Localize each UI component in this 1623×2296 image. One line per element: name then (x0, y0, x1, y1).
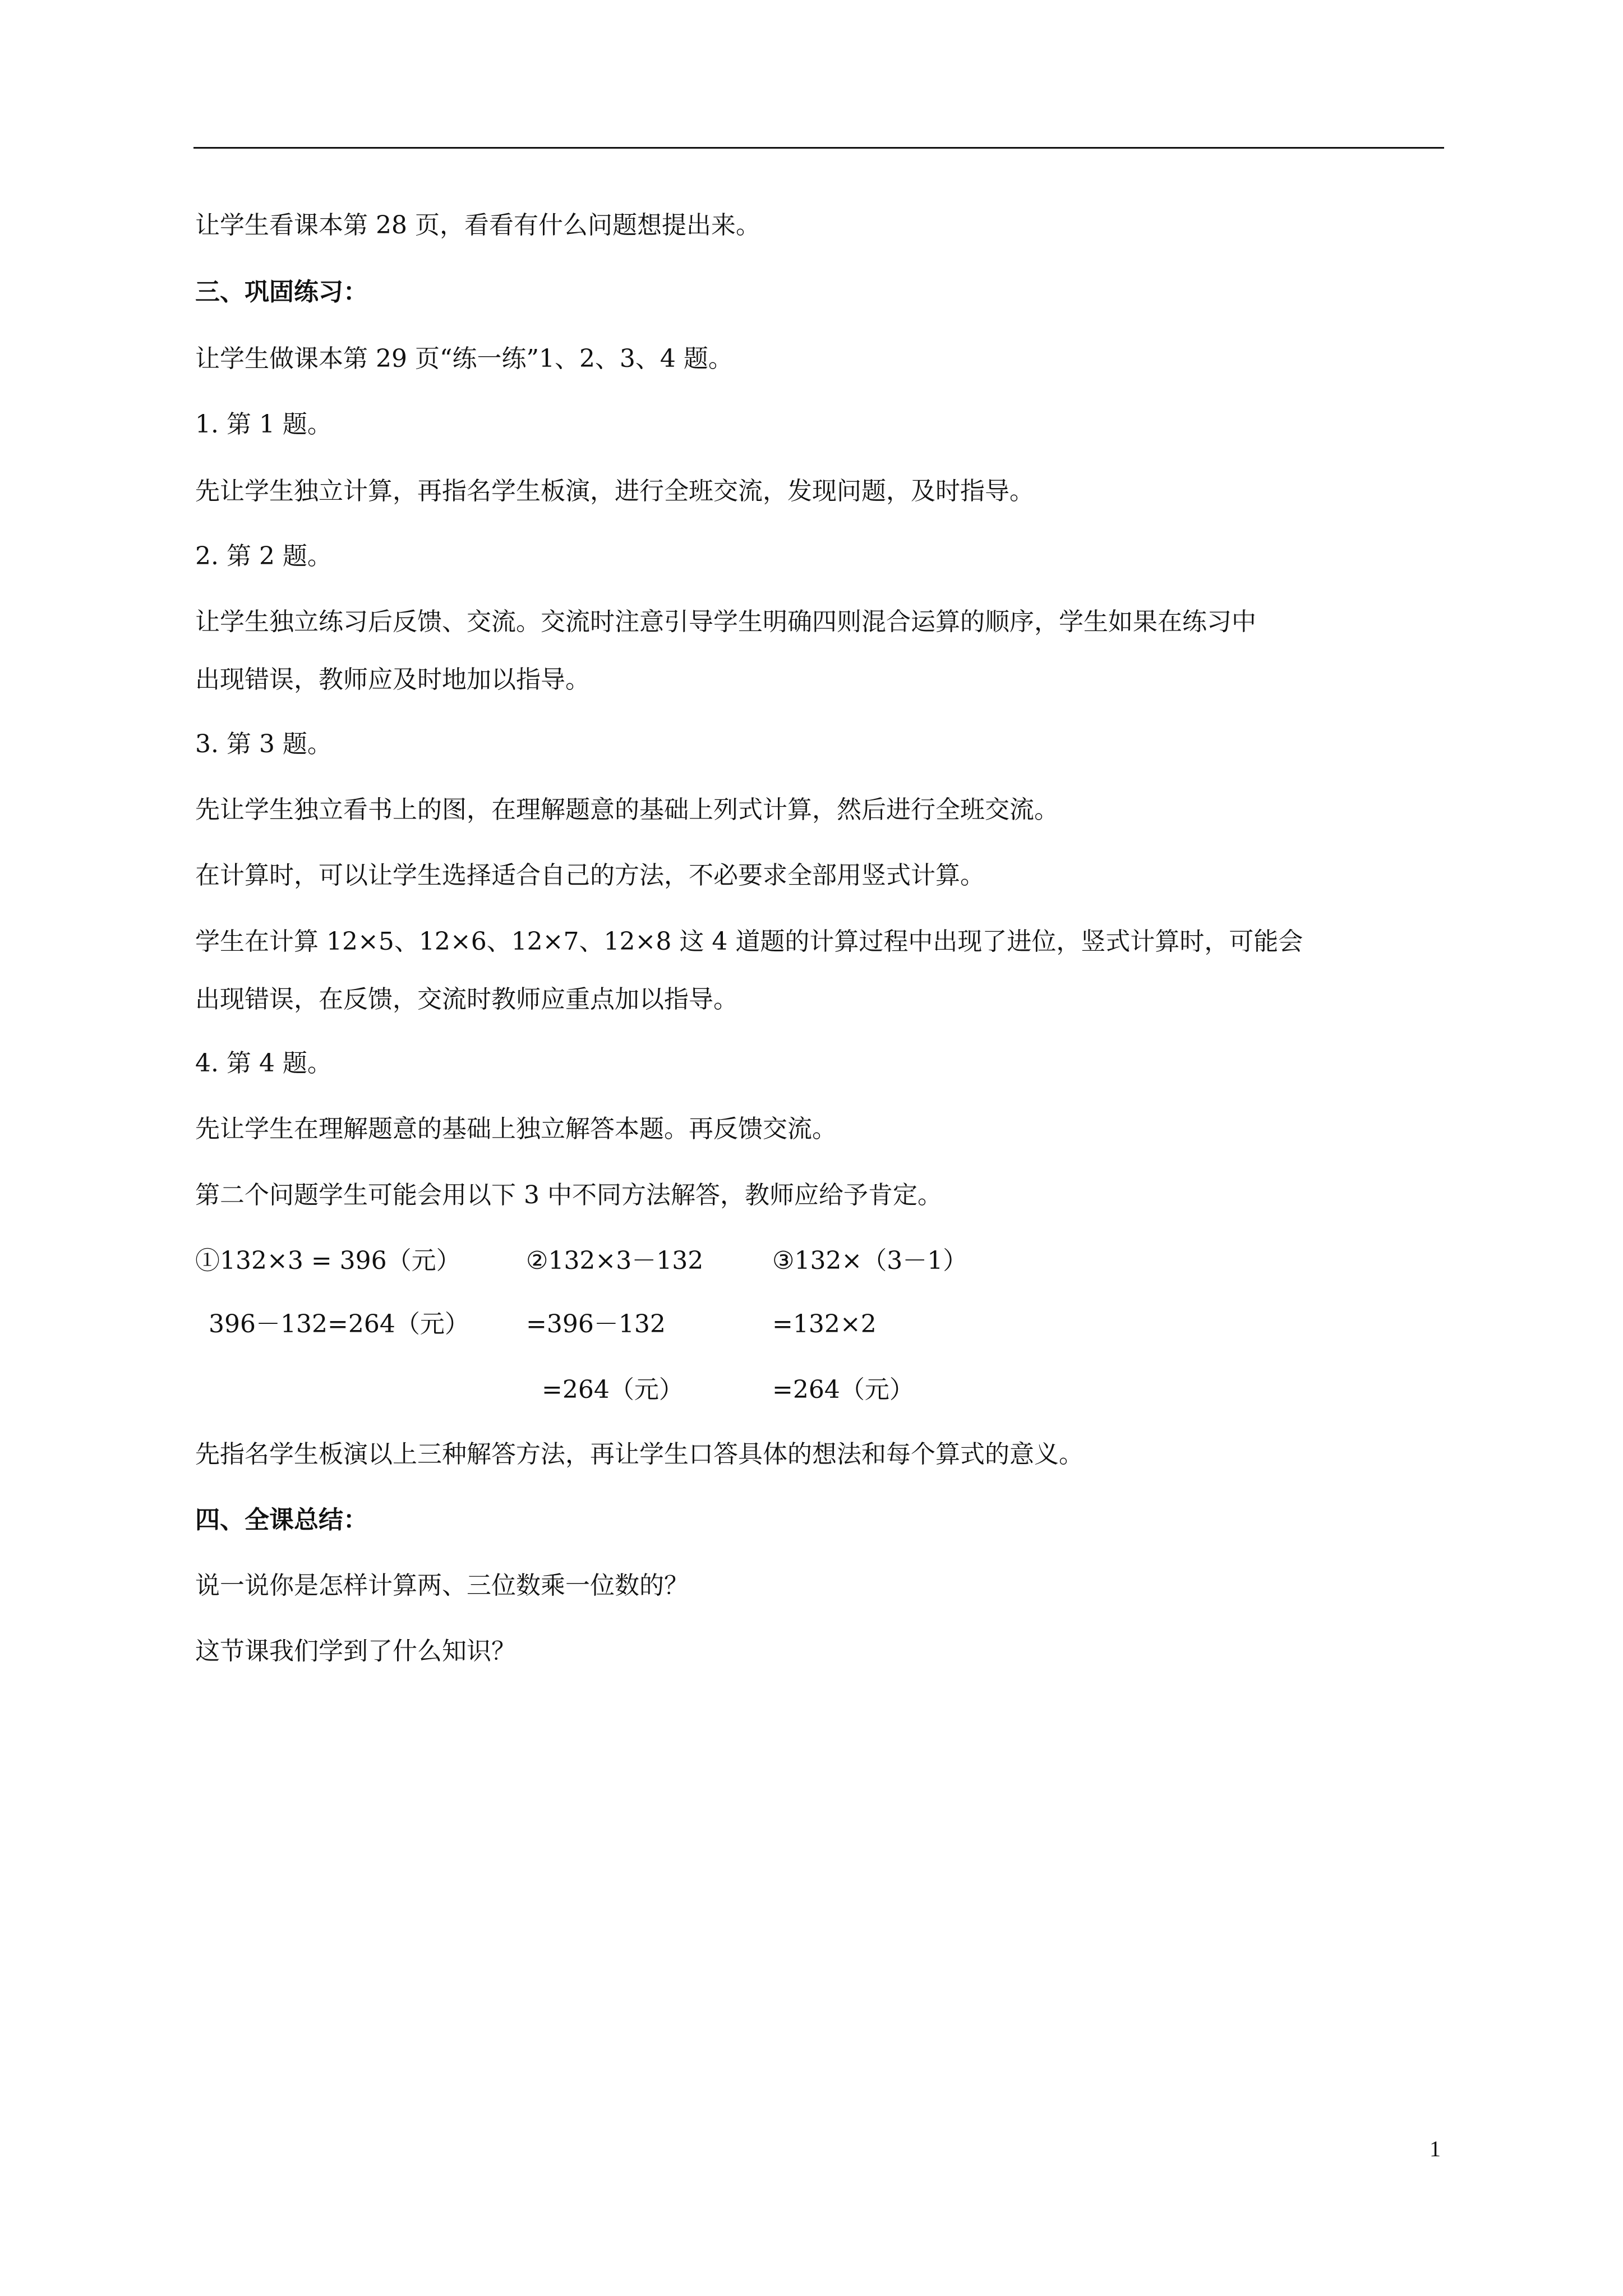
paragraph: 出现错误，教师应及时地加以指导。 (195, 665, 590, 694)
paragraph: 先让学生独立看书上的图，在理解题意的基础上列式计算，然后进行全班交流。 (195, 795, 1059, 824)
paragraph: 先让学生独立计算，再指名学生板演，进行全班交流，发现问题，及时指导。 (195, 477, 1034, 505)
exercise-label: 3. 第 3 题。 (195, 730, 332, 758)
exercise-label: 2. 第 2 题。 (195, 542, 332, 570)
method-1-line-2: 396－132=264（元） (209, 1310, 469, 1338)
method-3-line-2: =132×2 (772, 1310, 877, 1338)
method-3-line-1: ③132×（3－1） (772, 1246, 968, 1275)
paragraph: 让学生看课本第 28 页，看看有什么问题想提出来。 (195, 211, 760, 240)
paragraph: 先指名学生板演以上三种解答方法，再让学生口答具体的想法和每个算式的意义。 (195, 1440, 1083, 1469)
paragraph: 在计算时，可以让学生选择适合自己的方法，不必要求全部用竖式计算。 (195, 861, 985, 890)
method-2-line-1: ②132×3－132 (526, 1246, 704, 1275)
paragraph: 学生在计算 12×5、12×6、12×7、12×8 这 4 道题的计算过程中出现了进位，竖式计算时，可能会 (195, 927, 1303, 956)
paragraph: 让学生做课本第 29 页“练一练”1、2、3、4 题。 (195, 344, 733, 373)
paragraph: 让学生独立练习后反馈、交流。交流时注意引导学生明确四则混合运算的顺序，学生如果在练习中 (195, 608, 1256, 636)
exercise-label: 4. 第 4 题。 (195, 1049, 332, 1078)
page-number: 1 (1430, 2136, 1441, 2161)
paragraph: 这节课我们学到了什么知识？ (195, 1637, 516, 1665)
method-3-line-3: =264（元） (772, 1375, 914, 1404)
header-rule (193, 147, 1444, 149)
paragraph: 说一说你是怎样计算两、三位数乘一位数的？ (195, 1571, 689, 1600)
paragraph: 先让学生在理解题意的基础上独立解答本题。再反馈交流。 (195, 1115, 837, 1143)
method-2-line-3: =264（元） (542, 1375, 684, 1404)
method-1-line-1: ①132×3 = 396（元） (195, 1246, 461, 1275)
section-heading: 四、全课总结： (195, 1506, 368, 1534)
section-heading: 三、巩固练习： (195, 278, 368, 306)
paragraph: 出现错误，在反馈，交流时教师应重点加以指导。 (195, 985, 738, 1014)
exercise-label: 1. 第 1 题。 (195, 410, 332, 439)
paragraph: 第二个问题学生可能会用以下 3 中不同方法解答，教师应给予肯定。 (195, 1181, 942, 1209)
method-2-line-2: =396－132 (526, 1310, 666, 1338)
